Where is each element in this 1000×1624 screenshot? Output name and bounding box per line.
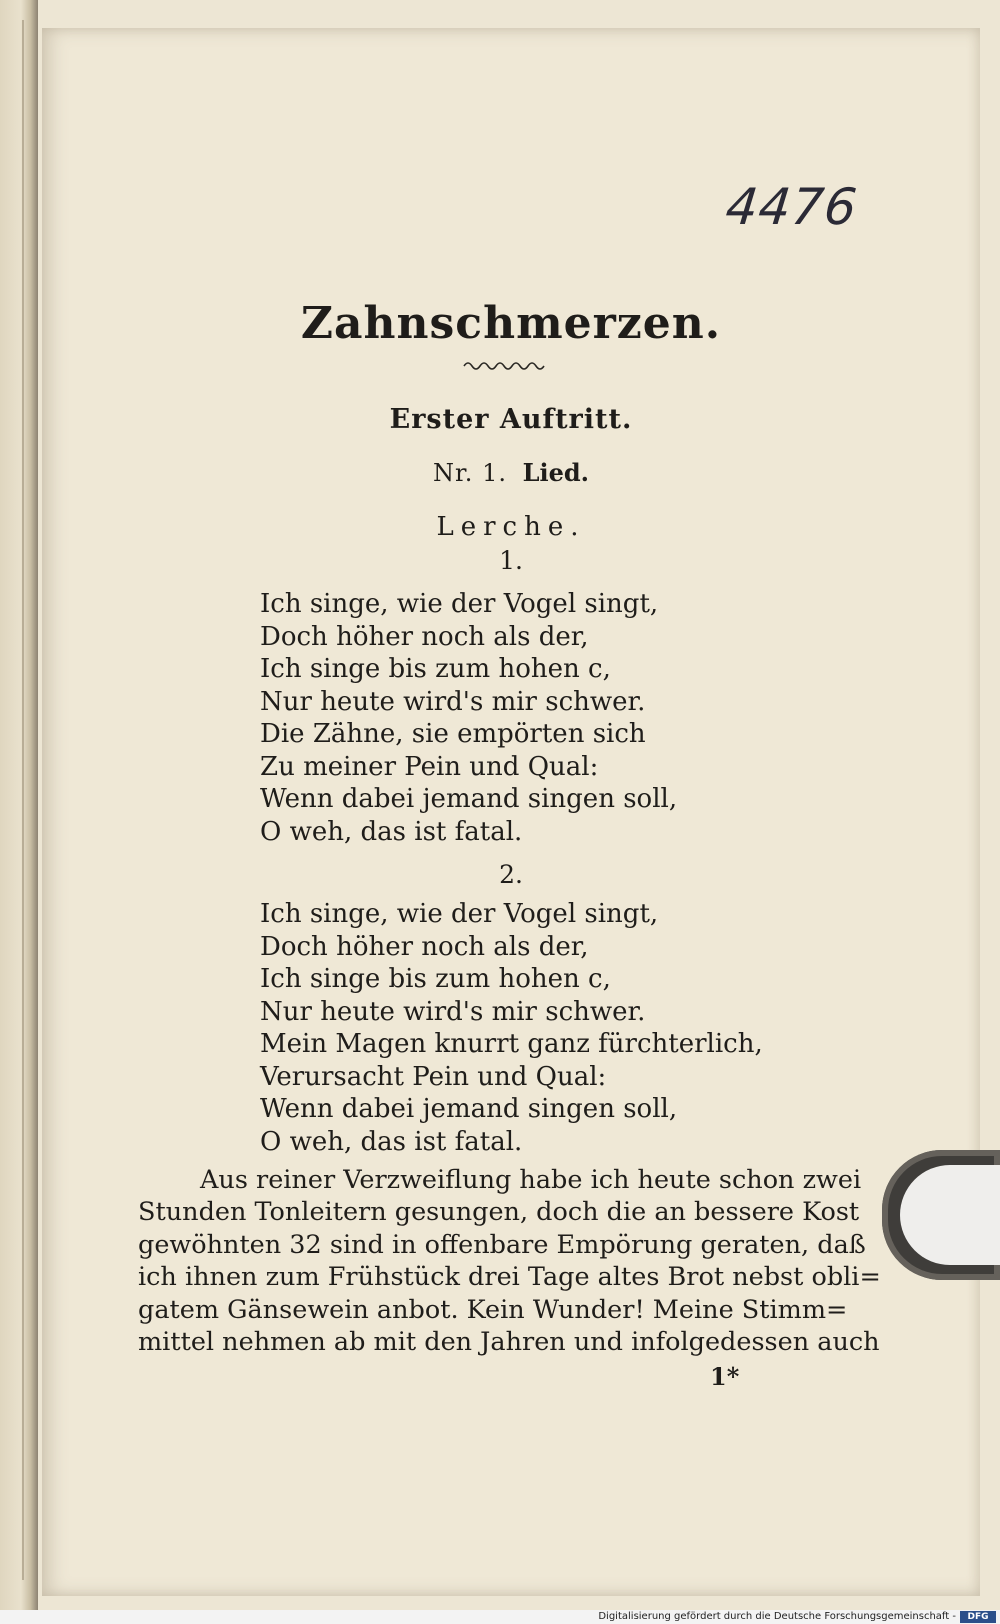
prose-line: ich ihnen zum Frühstück drei Tage altes Brot nebst obli= <box>138 1262 881 1293</box>
verse-1 <box>260 588 677 848</box>
prose-line: Aus reiner Verzweiflung habe ich heute schon zwei <box>200 1165 862 1195</box>
verse-line: Verursacht Pein und Qual: <box>260 1061 607 1092</box>
scene-heading: Erster Auftritt. <box>389 404 633 435</box>
prose-line: mittel nehmen ab mit den Jahren und infolgedessen auch <box>138 1327 880 1358</box>
book-page <box>42 28 980 1596</box>
verse-line: Wenn dabei jemand singen soll, <box>260 784 678 814</box>
prose-line: Stunden Tonleitern gesungen, doch die an bessere Kost <box>138 1197 860 1228</box>
prose-line: gewöhnten 32 sind in offenbare Empörung geraten, daß <box>138 1229 866 1260</box>
verse-line: Nur heute wird's mir schwer. <box>260 686 646 717</box>
verse-line: Ich singe bis zum hohen c, <box>260 964 611 994</box>
verse-2 <box>260 898 763 1158</box>
verse-line: O weh, das ist fatal. <box>260 1126 523 1157</box>
verse-line: Nur heute wird's mir schwer. <box>260 996 646 1027</box>
footer-credit: Digitalisierung gefördert durch die Deutsche Forschungsgemeinschaft - <box>598 1611 956 1622</box>
verse-line: Doch höher noch als der, <box>260 931 589 962</box>
left-page-edge <box>0 0 38 1610</box>
verse-line: Doch höher noch als der, <box>260 621 589 652</box>
speaker-name: Lerche. <box>436 512 586 542</box>
verse-line: Ich singe bis zum hohen c, <box>260 654 611 684</box>
verse-number-1: 1. <box>499 546 523 575</box>
verse-line: Wenn dabei jemand singen soll, <box>260 1094 678 1124</box>
signature-mark: 1* <box>710 1362 740 1391</box>
verse-number-2: 2. <box>499 860 523 889</box>
verse-line: Zu meiner Pein und Qual: <box>260 751 599 782</box>
prose-paragraph <box>138 1164 881 1358</box>
page-gutter <box>22 20 24 1580</box>
verse-line: Mein Magen knurrt ganz fürchterlich, <box>260 1029 763 1059</box>
page-clip-hole <box>900 1165 1000 1265</box>
song-label: Lied. <box>522 458 590 487</box>
digitization-footer <box>0 1610 1000 1624</box>
verse-line: Die Zähne, sie empörten sich <box>260 719 646 749</box>
page-title: Zahnschmerzen. <box>300 298 722 349</box>
verse-line: O weh, das ist fatal. <box>260 816 523 847</box>
dfg-logo: DFG <box>960 1611 996 1623</box>
song-heading <box>42 458 980 487</box>
handwritten-shelf-number: 4476 <box>722 178 861 236</box>
prose-line: gatem Gänsewein anbot. Kein Wunder! Meine Stimm= <box>138 1294 848 1325</box>
title-ornament <box>462 358 548 372</box>
verse-line: Ich singe, wie der Vogel singt, <box>260 589 659 619</box>
song-number: Nr. 1. <box>432 459 507 487</box>
verse-line: Ich singe, wie der Vogel singt, <box>260 899 659 929</box>
